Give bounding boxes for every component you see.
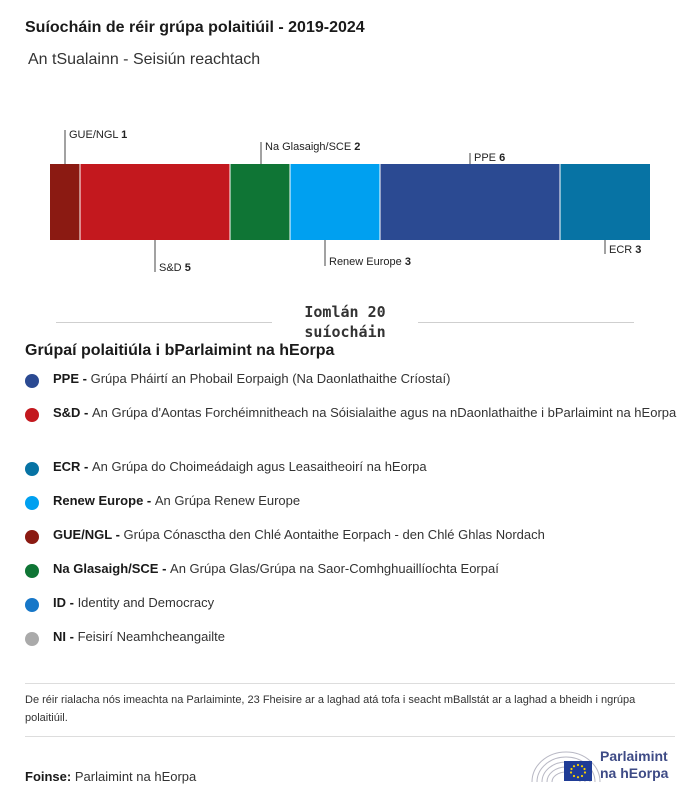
legend-item <box>25 370 693 388</box>
bar-segment-greens <box>230 164 290 240</box>
bar-label-gue <box>69 129 127 141</box>
legend-swatch-icon <box>25 632 39 646</box>
logo-line2: na hEorpa <box>600 765 669 781</box>
bar-label-name-renew: Renew Europe <box>329 256 405 268</box>
legend-swatch-icon <box>25 462 39 476</box>
bar-label-ppe <box>474 152 505 164</box>
total-label <box>272 302 418 342</box>
bar-segment-ecr <box>560 164 650 240</box>
bar-segment-sd <box>80 164 230 240</box>
logo-text <box>600 748 668 782</box>
bar-label-value-sd: 5 <box>184 262 191 274</box>
bar-label-name-sd: S&D <box>159 262 185 274</box>
legend-abbr: NI - <box>53 629 78 644</box>
bar-label-value-greens: 2 <box>354 141 361 153</box>
legend-item <box>25 526 693 544</box>
bar-label-sd <box>159 262 191 274</box>
divider-top <box>25 683 675 684</box>
bar-segment-gue <box>50 164 80 240</box>
source-label: Foinse: <box>25 769 72 784</box>
legend-desc: Identity and Democracy <box>77 595 215 610</box>
bar-label-value-ppe: 6 <box>499 152 506 164</box>
bar-label-name-gue: GUE/NGL <box>69 129 122 141</box>
bar-segment-renew <box>290 164 380 240</box>
legend-desc: An Grúpa d'Aontas Forchéimnitheach na Sóisialaithe agus na nDaonlathaithe i bParlaimint na hEorpa <box>92 405 677 420</box>
legend-swatch-icon <box>25 408 39 422</box>
bar-label-greens <box>265 141 360 153</box>
bar-label-renew <box>329 256 411 268</box>
legend-swatch-icon <box>25 496 39 510</box>
legend-swatch-icon <box>25 530 39 544</box>
legend-abbr: PPE - <box>53 371 91 386</box>
legend-desc: An Grúpa Glas/Grúpa na Saor-Comhghuaillíochta Eorpaí <box>170 561 499 576</box>
legend-abbr: Renew Europe - <box>53 493 155 508</box>
legend-desc: Grúpa Pháirtí an Phobail Eorpaigh (Na Daonlathaithe Críostaí) <box>90 371 451 386</box>
legend-item <box>25 628 693 646</box>
legend-abbr: S&D - <box>53 405 92 420</box>
source-line <box>25 769 196 784</box>
legend-abbr: ID - <box>53 595 78 610</box>
legend-desc: Feisirí Neamhcheangailte <box>77 629 225 644</box>
legend-desc: An Grúpa Renew Europe <box>154 493 301 508</box>
total-rule-left <box>56 322 272 323</box>
bar-label-ecr <box>609 244 641 256</box>
legend-abbr: Na Glasaigh/SCE - <box>53 561 171 576</box>
total-label-line1: Iomlán 20 <box>304 303 386 321</box>
divider-bottom <box>25 736 675 737</box>
legend-item <box>25 492 693 510</box>
total-label-line2: suíocháin <box>304 323 386 341</box>
total-rule-right <box>418 322 634 323</box>
bar-label-value-ecr: 3 <box>635 244 642 256</box>
bar-label-name-ppe: PPE <box>474 152 500 164</box>
legend-desc: An Grúpa do Choimeádaigh agus Leasaitheoirí na hEorpa <box>92 459 427 474</box>
legend-desc: Grúpa Cónasctha den Chlé Aontaithe Eorpach - den Chlé Ghlas Nordach <box>123 527 545 542</box>
legend-item <box>25 404 693 422</box>
bar-label-name-greens: Na Glasaigh/SCE <box>265 141 355 153</box>
legend-item <box>25 560 693 578</box>
legend-item <box>25 458 693 476</box>
bar-label-name-ecr: ECR <box>609 244 636 256</box>
stacked-seat-bar-chart <box>0 120 700 290</box>
legend-swatch-icon <box>25 374 39 388</box>
bar-segment-ppe <box>380 164 560 240</box>
legend-item <box>25 594 693 612</box>
logo-line1: Parlaimint <box>600 748 668 764</box>
bar-label-value-renew: 3 <box>404 256 411 268</box>
legend-abbr: GUE/NGL - <box>53 527 124 542</box>
legend-swatch-icon <box>25 564 39 578</box>
bar-label-value-gue: 1 <box>121 129 128 141</box>
total-seats <box>0 300 700 342</box>
legend-title: Grúpaí polaitiúla i bParlaimint na hEorpa <box>25 342 335 359</box>
legend-swatch-icon <box>25 598 39 612</box>
footnote: De réir rialacha nós imeachta na Parlaiminte, 23 Fheisire ar a laghad atá tofa i seacht mBallstát ar a laghad a bheidh i ngrúpa polaitiúil. <box>25 694 636 724</box>
legend-abbr: ECR - <box>53 459 92 474</box>
chart-subtitle: An tSualainn - Seisiún reachtach <box>28 51 261 68</box>
chart-title: Suíocháin de réir grúpa polaitiúil - 2019-2024 <box>25 19 365 36</box>
source-value: Parlaimint na hEorpa <box>74 769 197 784</box>
